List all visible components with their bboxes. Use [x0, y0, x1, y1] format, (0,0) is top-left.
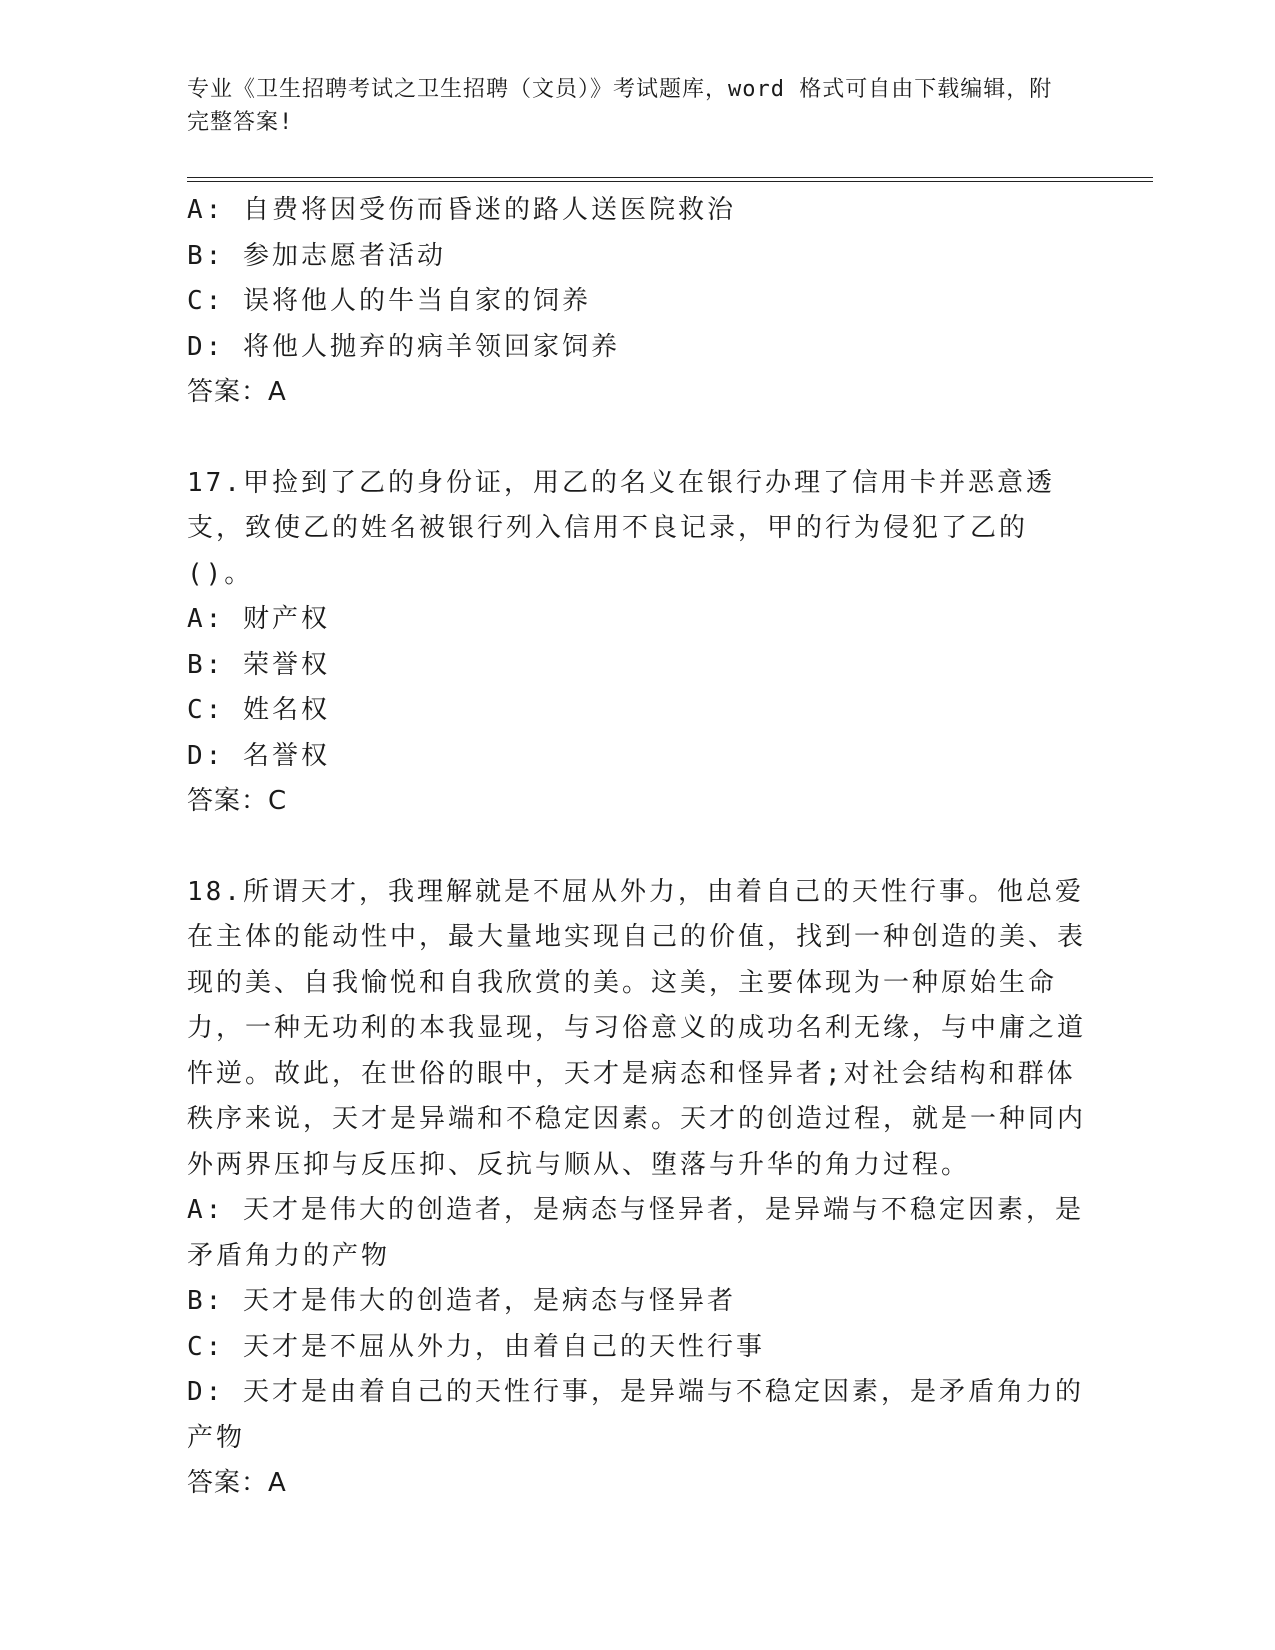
answer: 答案：A	[187, 1468, 287, 1498]
question-17	[187, 461, 1087, 825]
question-content	[187, 188, 1087, 1507]
option-c: C: 误将他人的牛当自家的饲养	[187, 286, 591, 316]
option-c: C: 姓名权	[187, 695, 330, 725]
option-c: C: 天才是不屈从外力，由着自己的天性行事	[187, 1331, 765, 1362]
question-16	[187, 188, 1087, 416]
answer: 答案：C	[187, 786, 288, 816]
option-a: A: 自费将因受伤而昏迷的路人送医院救治	[187, 195, 736, 225]
answer: 答案：A	[187, 377, 287, 407]
option-d: D: 名誉权	[187, 740, 330, 771]
header-rule-top	[187, 177, 1153, 178]
option-d: D: 天才是由着自己的天性行事，是异端与不稳定因素，是矛盾角力的产物	[187, 1377, 1084, 1453]
option-b: B: 参加志愿者活动	[187, 240, 446, 271]
option-d: D: 将他人抛弃的病羊领回家饲养	[187, 331, 620, 362]
option-b: B: 天才是伟大的创造者，是病态与怪异者	[187, 1286, 736, 1316]
spacer	[187, 416, 1087, 461]
option-b: B: 荣誉权	[187, 649, 330, 680]
header-rule-bottom	[187, 181, 1153, 182]
question-stem: 18.所谓天才，我理解就是不屈从外力，由着自己的天性行事。他总爱在主体的能动性中，最大量地实现自己的价值，找到一种创造的美、表现的美、自我愉悦和自我欣赏的美。这美，主要体现为一种原始生命力，一种无功利的本我显现，与习俗意义的成功名利无缘，与中庸之道忤逆。故此，在世俗的眼中，天才是病态和怪异者;对社会结构和群体秩序来说，天才是异端和不稳定因素。天才的创造过程，就是一种同内外两界压抑与反压抑、反抗与顺从、堕落与升华的角力过程。	[187, 876, 1087, 1180]
question-18	[187, 870, 1087, 1507]
question-stem: 17.甲捡到了乙的身份证，用乙的名义在银行办理了信用卡并恶意透支，致使乙的姓名被银行列入信用不良记录，甲的行为侵犯了乙的()。	[187, 467, 1055, 589]
document-header: 专业《卫生招聘考试之卫生招聘（文员）》考试题库，word 格式可自由下载编辑，附完整答案!	[187, 77, 1053, 135]
spacer	[187, 825, 1087, 870]
option-a: A: 财产权	[187, 604, 330, 634]
option-a: A: 天才是伟大的创造者，是病态与怪异者，是异端与不稳定因素，是矛盾角力的产物	[187, 1195, 1084, 1271]
